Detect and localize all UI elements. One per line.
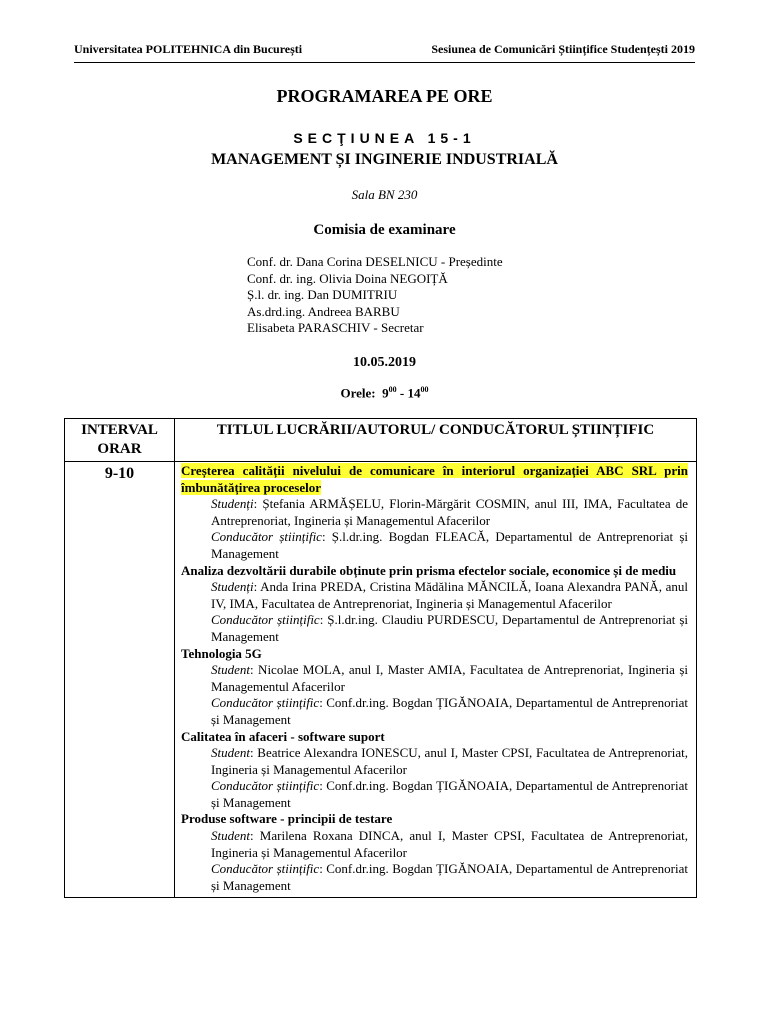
- column-header-interval: INTERVAL ORAR: [65, 419, 175, 462]
- advisor-text: : Conf.dr.ing. Bogdan ȚIGĂNOAIA, Departamentul de Antreprenoriat și Management: [211, 778, 688, 810]
- session-date: 10.05.2019: [353, 355, 416, 370]
- paper-title: Tehnologia 5G: [181, 645, 262, 661]
- papers-cell: [175, 462, 697, 898]
- paper-title: Analiza dezvoltării durabile obținute prin prisma efectelor sociale, economice și de mediu: [181, 562, 677, 578]
- commission-member: Conf. dr. Dana Corina DESELNICU - Președinte: [247, 254, 503, 269]
- section-name: MANAGEMENT ȘI INGINERIE INDUSTRIALĂ: [211, 151, 558, 168]
- students-text: : Ștefania ARMĂȘELU, Florin-Mărgărit COSMIN, anul III, IMA, Facultatea de Antreprenoriat, Ingineria și Managementul Afacerilor: [211, 496, 688, 528]
- advisor-text: : Ș.l.dr.ing. Bogdan FLEACĂ, Departamentul de Antreprenoriat și Management: [211, 529, 688, 561]
- paper-entry: [181, 463, 688, 563]
- room-label: Sala BN 230: [351, 187, 418, 202]
- commission-member: Conf. dr. ing. Olivia Doina NEGOIȚĂ: [247, 270, 448, 286]
- advisor-label: Conducător științific: [211, 612, 320, 628]
- students-text: : Anda Irina PREDA, Cristina Mădălina MĂNCILĂ, Ioana Alexandra PANĂ, anul IV, IMA, Facultatea de Antreprenoriat, Ingineria și Managementul Afacerilor: [211, 579, 688, 611]
- header-university: Universitatea POLITEHNICA din București: [74, 42, 303, 56]
- advisor-label: Conducător științific: [211, 695, 320, 711]
- advisor-text: : Conf.dr.ing. Bogdan ȚIGĂNOAIA, Departamentul de Antreprenoriat și Management: [211, 861, 688, 893]
- page-title: PROGRAMAREA PE ORE: [276, 86, 493, 106]
- hours-end-minutes: 00: [420, 385, 429, 394]
- paper-entry: [181, 811, 688, 894]
- hours-start: 9: [382, 385, 389, 401]
- section-code: SECŢIUNEA 15-1: [293, 130, 476, 146]
- schedule-table: [64, 418, 697, 898]
- paper-advisor: [181, 861, 688, 894]
- header-session: Sesiunea de Comunicări Științifice Studențești 2019: [431, 42, 695, 56]
- hours-start-minutes: 00: [388, 385, 397, 394]
- commission-list: [247, 254, 503, 337]
- advisor-text: : Conf.dr.ing. Bogdan ȚIGĂNOAIA, Departamentul de Antreprenoriat și Management: [211, 695, 688, 727]
- paper-title: [181, 463, 688, 496]
- paper-students: [181, 579, 688, 612]
- students-label: Student: [211, 828, 250, 844]
- paper-title: Calitatea în afaceri - software suport: [181, 728, 385, 744]
- paper-students: [181, 745, 688, 778]
- hours-end: 14: [407, 385, 421, 401]
- paper-advisor: [181, 695, 688, 728]
- commission-member: Elisabeta PARASCHIV - Secretar: [247, 320, 424, 336]
- commission-member: Ș.l. dr. ing. Dan DUMITRIU: [247, 287, 398, 303]
- hours-label: Orele:: [340, 385, 376, 401]
- table-row: [65, 462, 697, 898]
- students-label: Student: [211, 745, 250, 761]
- interval-cell: 9-10: [65, 462, 175, 898]
- header-divider: [74, 62, 695, 63]
- paper-students: [181, 662, 688, 695]
- paper-students: [181, 828, 688, 861]
- hours-separator: -: [396, 385, 408, 401]
- paper-entry: [181, 563, 688, 646]
- paper-advisor: [181, 612, 688, 645]
- students-text: : Marilena Roxana DINCA, anul I, Master CPSI, Facultatea de Antreprenoriat, Ingineria și Managementul Afacerilor: [211, 828, 688, 860]
- paper-advisor: [181, 778, 688, 811]
- paper-students: [181, 496, 688, 529]
- column-header-title: TITLUL LUCRĂRII/AUTORUL/ CONDUCĂTORUL ȘTIINȚIFIC: [175, 419, 697, 462]
- table-header-row: [65, 419, 697, 462]
- paper-entry: [181, 646, 688, 729]
- page-header: [74, 42, 695, 57]
- students-label: Studenți: [211, 579, 254, 595]
- paper-entry: [181, 729, 688, 812]
- students-label: Student: [211, 662, 250, 678]
- students-text: : Beatrice Alexandra IONESCU, anul I, Master CPSI, Facultatea de Antreprenoriat, Ingineria și Managementul Afacerilor: [211, 745, 688, 777]
- commission-member: As.drd.ing. Andreea BARBU: [247, 303, 400, 319]
- advisor-label: Conducător științific: [211, 529, 322, 545]
- advisor-label: Conducător științific: [211, 861, 320, 877]
- session-hours: [74, 385, 695, 401]
- students-text: : Nicolae MOLA, anul I, Master AMIA, Facultatea de Antreprenoriat, Ingineria și Managementul Afacerilor: [211, 662, 688, 694]
- paper-advisor: [181, 529, 688, 562]
- advisor-text: : Ș.l.dr.ing. Claudiu PURDESCU, Departamentul de Antreprenoriat și Management: [211, 612, 688, 644]
- advisor-label: Conducător științific: [211, 778, 320, 794]
- highlighted-title: Creșterea calității nivelului de comunicare în interiorul organizației ABC SRL prin îmbunătățirea proceselor: [181, 463, 688, 495]
- commission-title: Comisia de examinare: [313, 222, 456, 238]
- paper-title: Produse software - principii de testare: [181, 811, 393, 827]
- students-label: Studenți: [211, 496, 254, 512]
